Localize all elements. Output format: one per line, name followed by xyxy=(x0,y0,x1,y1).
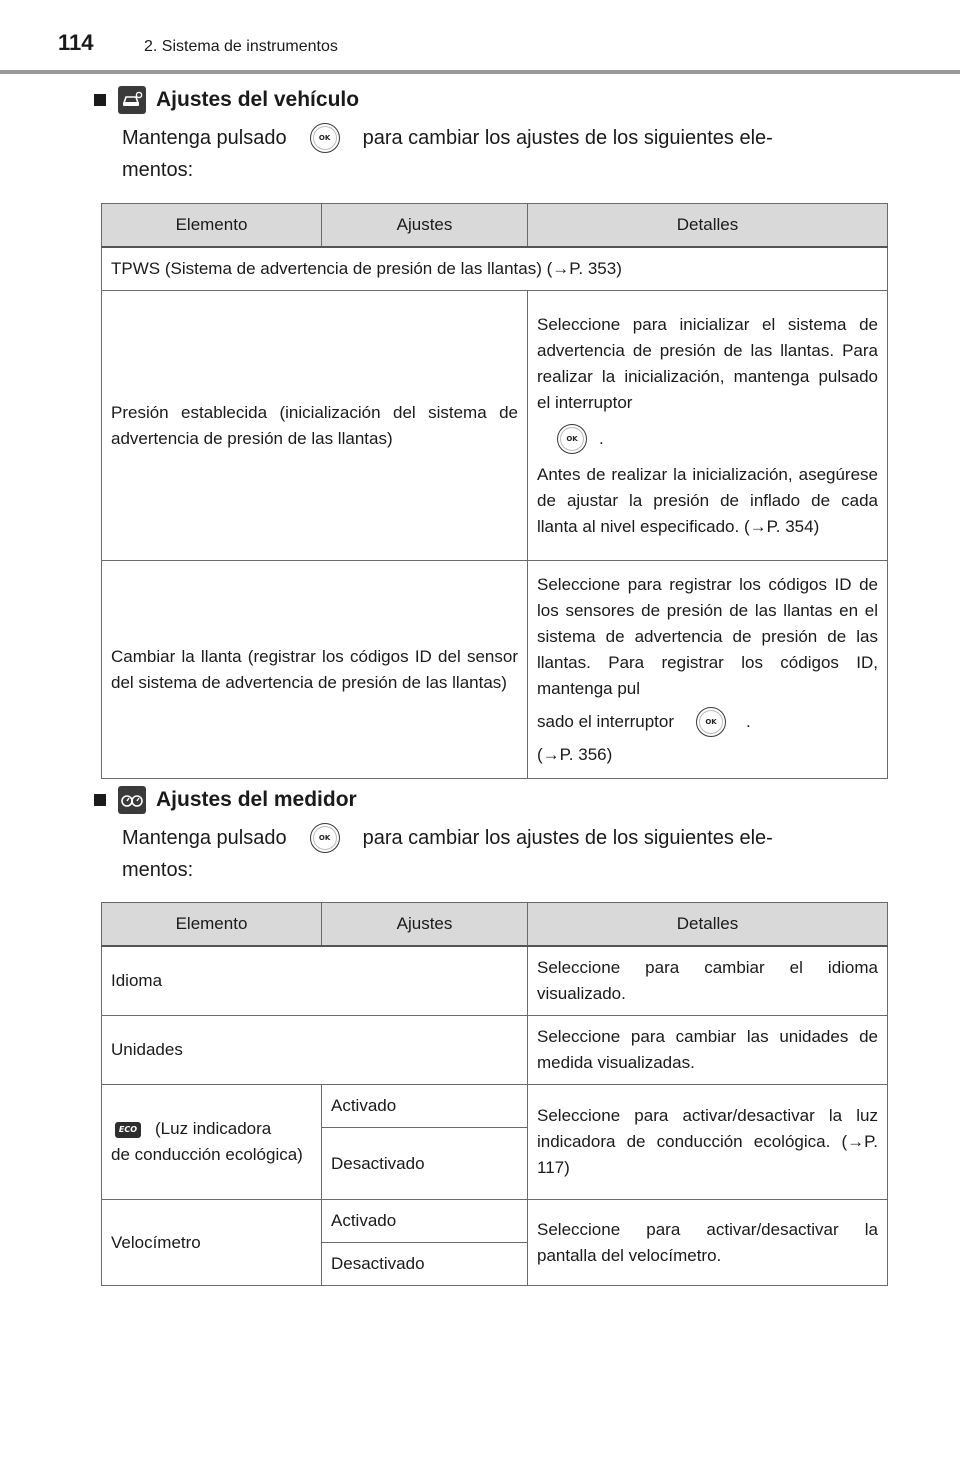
row-detalles: Seleccione para cambiar las unidades de medida visualizadas. xyxy=(528,1016,888,1085)
row-elemento: Idioma xyxy=(102,946,528,1016)
square-bullet-icon xyxy=(94,794,106,806)
col-header: Ajustes xyxy=(322,903,528,947)
running-header: 2. Sistema de instrumentos xyxy=(144,38,338,55)
col-header: Detalles xyxy=(528,903,888,947)
row-detalles: Seleccione para cambiar el idioma visualizado. xyxy=(528,946,888,1016)
ajuste-activado: Activado xyxy=(322,1085,528,1128)
section-title-vehicle xyxy=(94,86,359,114)
square-bullet-icon xyxy=(94,94,106,106)
row-elemento: Velocímetro xyxy=(102,1200,322,1286)
intro-text: para cambiar los ajustes de los siguientes ele- xyxy=(362,127,773,149)
intro-paragraph xyxy=(122,122,882,186)
tpws-group-row: TPWS (Sistema de advertencia de presión de las llantas) (→P. 353) xyxy=(102,247,888,291)
ajuste-activado: Activado xyxy=(322,1200,528,1243)
section-title-text: Ajustes del medidor xyxy=(156,788,357,811)
row-elemento: Unidades xyxy=(102,1016,528,1085)
section-title-text: Ajustes del vehículo xyxy=(156,88,360,111)
ok-button-icon: OK xyxy=(557,424,587,454)
row-elemento: Presión establecida (inicialización del sistema de advertencia de presión de las llantas) xyxy=(102,291,528,561)
intro-text: mentos: xyxy=(122,159,194,181)
row-elemento: Cambiar la llanta (registrar los códigos ID del sensor del sistema de advertencia de presión de las llantas) xyxy=(102,561,528,779)
car-settings-icon xyxy=(118,86,146,114)
ok-button-icon: OK xyxy=(696,707,726,737)
row-elemento: ECO (Luz indicadora de conducción ecológica) xyxy=(102,1085,322,1200)
ajuste-desactivado: Desactivado xyxy=(322,1243,528,1286)
ok-button-icon: OK xyxy=(310,123,340,153)
meter-icon xyxy=(118,786,146,814)
intro-text: mentos: xyxy=(122,859,194,881)
section-title-meter xyxy=(94,786,357,814)
eco-indicator-icon: ECO xyxy=(115,1122,141,1138)
ajuste-desactivado: Desactivado xyxy=(322,1128,528,1200)
col-header: Elemento xyxy=(102,204,322,248)
row-detalles: Seleccione para inicializar el sistema de advertencia de presión de las llantas. Para realizar la inicialización, mantenga pulsado el interruptor OK . Antes de realizar la inicialización, asegúrese de ajustar la presión de inflado de cada llanta al nivel especificado. (→P. 354) xyxy=(528,291,888,561)
intro-text: para cambiar los ajustes de los siguientes ele- xyxy=(362,827,773,849)
ok-button-icon: OK xyxy=(310,823,340,853)
intro-paragraph xyxy=(122,822,882,886)
page-number: 114 xyxy=(58,30,94,55)
col-header: Detalles xyxy=(528,204,888,248)
header-rule xyxy=(0,70,960,74)
row-detalles: Seleccione para activar/desactivar la pantalla del velocímetro. xyxy=(528,1200,888,1286)
row-detalles: Seleccione para registrar los códigos ID de los sensores de presión de las llantas en el sistema de advertencia de presión de las llantas. Para registrar los códigos ID, mantenga pul sado el interruptor OK . (→P. 356) xyxy=(528,561,888,779)
col-header: Elemento xyxy=(102,903,322,947)
meter-settings-table xyxy=(101,902,888,1286)
vehicle-settings-table xyxy=(101,203,888,779)
intro-text: Mantenga pulsado xyxy=(122,827,287,849)
row-detalles: Seleccione para activar/desactivar la luz indicadora de conducción ecológica. (→P. 117) xyxy=(528,1085,888,1200)
col-header: Ajustes xyxy=(322,204,528,248)
intro-text: Mantenga pulsado xyxy=(122,127,287,149)
